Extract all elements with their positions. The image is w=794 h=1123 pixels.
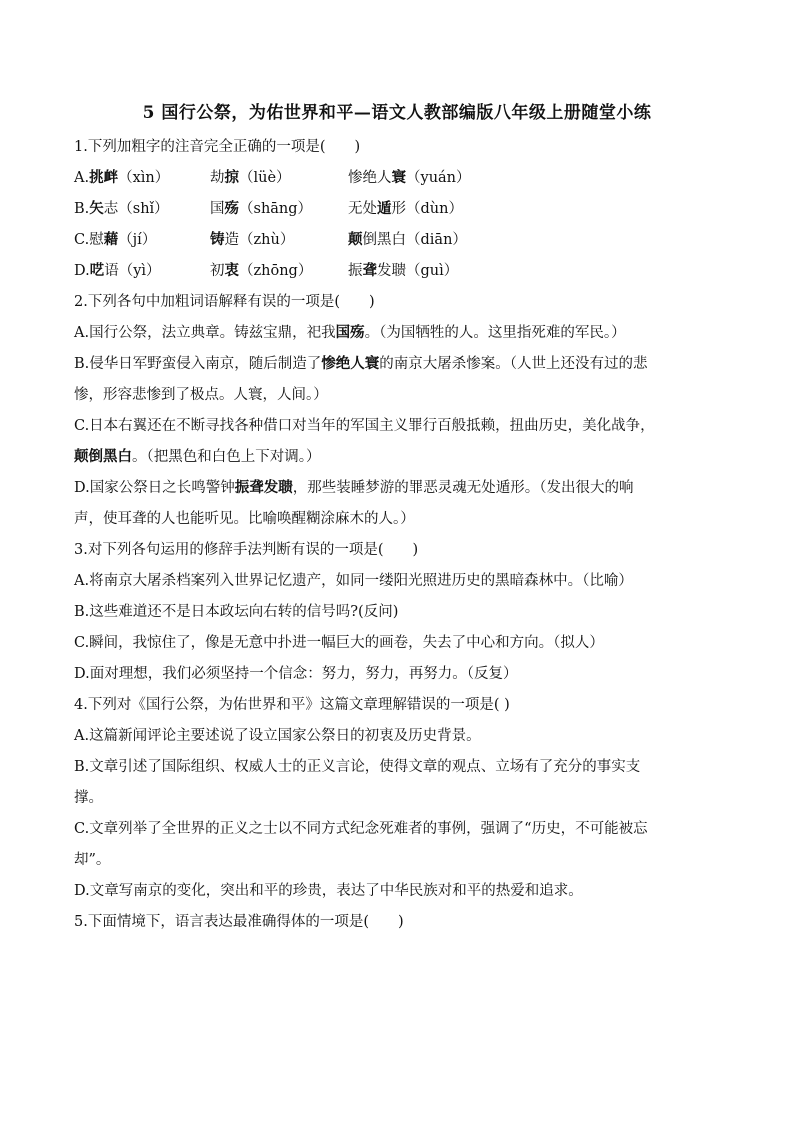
pinyin: （zhōng）	[239, 263, 313, 279]
option-b: B.这些难道还不是日本政坛向右转的信号吗?(反问)	[74, 604, 399, 620]
question-stem: 2.下列各句中加粗词语解释有误的一项是( )	[74, 294, 375, 310]
question-stem: 3.对下列各句运用的修辞手法判断有误的一项是( )	[74, 542, 419, 558]
bold-term: 寰	[391, 169, 406, 186]
question-stem: 4.下列对《国行公祭，为佑世界和平》这篇文章理解错误的一项是( )	[74, 697, 510, 713]
bold-term: 挑衅	[89, 169, 119, 186]
pinyin: （jí）	[118, 232, 157, 248]
option-b-line2: 惨，形容悲惨到了极点。人寰，人间。）	[74, 387, 328, 403]
bold-term: 矢	[89, 200, 104, 217]
option-d-line2: 声，使耳聋的人也能听见。比喻唤醒糊涂麻木的人。）	[74, 511, 415, 527]
bold-term: 藉	[103, 231, 119, 248]
pinyin: 语（yì）	[104, 263, 161, 279]
pinyin: 形（dùn）	[391, 201, 463, 217]
page-title: 5 国行公祭，为佑世界和平—语文人教部编版八年级上册随堂小练	[142, 103, 652, 123]
option-a: A.这篇新闻评论主要述说了设立国家公祭日的初衷及历史背景。	[74, 728, 481, 744]
pinyin: 倒黑白（diān）	[362, 232, 467, 248]
option-c-line2: 颠倒黑白。（把黑色和白色上下对调。）	[74, 448, 321, 465]
bold-term: 呓	[89, 262, 105, 279]
bold-term: 衷	[224, 262, 239, 279]
option-b-line2: 撑。	[74, 790, 103, 806]
option-b: B.侵华日军野蛮侵入南京，随后制造了惨绝人寰的南京大屠杀惨案。（人世上还没有过的悲	[74, 355, 648, 372]
option-a: A.将南京大屠杀档案列入世界记忆遗产，如同一缕阳光照进历史的黑暗森林中。（比喻）	[74, 573, 633, 589]
option-d: D.国家公祭日之长鸣警钟振聋发聩，那些装睡梦游的罪恶灵魂无处遁形。（发出很大的响	[74, 479, 634, 496]
question-stem: 1.下列加粗字的注音完全正确的一项是( )	[74, 139, 361, 155]
bold-term: 铸	[210, 231, 225, 248]
pinyin: （xìn）	[118, 170, 170, 186]
option-a: A.国行公祭，法立典章。铸兹宝鼎，祀我国殇。（为国牺牲的人。这里指死难的军民。）	[74, 324, 626, 341]
bold-term: 掠	[224, 169, 239, 186]
bold-term: 聋	[362, 262, 377, 279]
bold-term: 振聋发聩	[234, 479, 293, 496]
option-c: C.日本右翼还在不断寻找各种借口对当年的军国主义罪行百般抵赖，扭曲历史，美化战争，	[74, 418, 655, 434]
option-d: D.文章写南京的变化，突出和平的珍贵，表达了中华民族对和平的热爱和追求。	[74, 883, 583, 899]
pinyin: 志（shǐ）	[103, 201, 169, 217]
bold-term: 惨绝人寰	[321, 355, 380, 372]
option-label: B.	[74, 201, 90, 217]
option-c-line2: 却”。	[74, 852, 111, 868]
pinyin: 造（zhù）	[224, 232, 295, 248]
bold-term: 颠	[348, 231, 363, 248]
pinyin: 发聩（guì）	[377, 263, 459, 279]
question-stem: 5.下面情境下，语言表达最准确得体的一项是( )	[74, 914, 404, 930]
option-b: B.文章引述了国际组织、权威人士的正义言论，使得文章的观点、立场有了充分的事实支	[74, 759, 641, 775]
bold-term: 颠倒黑白	[74, 448, 132, 465]
option-c: C.瞬间，我惊住了，像是无意中扑进一幅巨大的画卷，失去了中心和方向。（拟人）	[74, 635, 604, 651]
bold-term: 国殇	[335, 324, 365, 341]
pinyin: （lüè）	[239, 170, 291, 186]
option-c: C.文章列举了全世界的正义之士以不同方式纪念死难者的事例，强调了“历史，不可能被忘	[74, 821, 648, 837]
option-label: C.	[74, 232, 90, 248]
option-label: D.	[74, 263, 90, 279]
pinyin: （yuán）	[406, 170, 471, 186]
bold-term: 殇	[224, 200, 239, 217]
pinyin: （shāng）	[239, 201, 313, 217]
option-d: D.面对理想，我们必须坚持一个信念：努力，努力，再努力。（反复）	[74, 666, 518, 682]
bold-term: 遁	[377, 200, 392, 217]
option-label: A.	[74, 170, 90, 186]
